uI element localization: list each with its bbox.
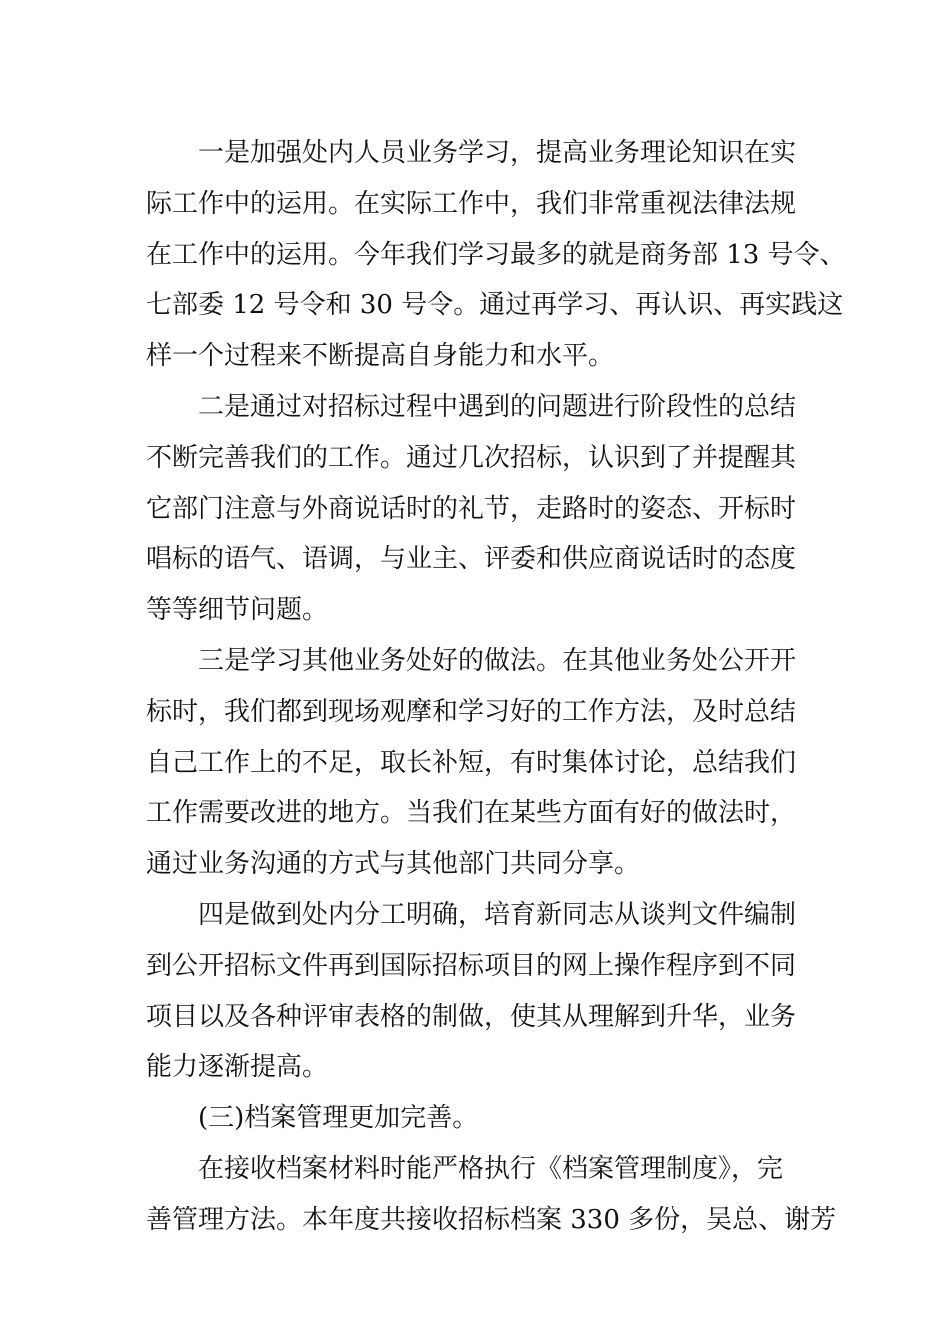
paragraph-learn-practices [146, 636, 816, 890]
paragraph-line: 工作需要改进的地方。当我们在某些方面有好的做法时， [146, 798, 797, 829]
section-heading-line: (三)档案管理更加完善。 [198, 1103, 479, 1134]
paragraph-line: 际工作中的运用。在实际工作中，我们非常重视法律法规 [146, 188, 797, 219]
paragraph-line: 在工作中的运用。今年我们学习最多的就是商务部 13 号令、 [146, 239, 846, 270]
section-heading-archives [146, 1093, 816, 1144]
paragraph-line: 通过业务沟通的方式与其他部门共同分享。 [146, 849, 641, 880]
paragraph-division-of-work [146, 890, 816, 1093]
paragraph-line: 七部委 12 号令和 30 号令。通过再学习、再认识、再实践这 [146, 290, 844, 321]
paragraph-line: 样一个过程来不断提高自身能力和水平。 [146, 341, 615, 372]
paragraph-line: 善管理方法。本年度共接收招标档案 330 多份，吴总、谢芳 [146, 1204, 837, 1235]
paragraph-line: 能力逐渐提高。 [146, 1052, 329, 1083]
paragraph-line: 项目以及各种评审表格的制做，使其从理解到升华，业务 [146, 1001, 797, 1032]
paragraph-line: 等等细节问题。 [146, 595, 329, 626]
paragraph-line: 二是通过对招标过程中遇到的问题进行阶段性的总结 [198, 391, 797, 422]
paragraph-line: 它部门注意与外商说话时的礼节，走路时的姿态、开标时 [146, 493, 797, 524]
paragraph-line: 一是加强处内人员业务学习，提高业务理论知识在实 [198, 138, 797, 168]
paragraph-line: 到公开招标文件再到国际招标项目的网上操作程序到不同 [146, 950, 797, 981]
paragraph-line: 唱标的语气、语调，与业主、评委和供应商说话时的态度 [146, 544, 797, 575]
paragraph-study-business [146, 128, 846, 382]
paragraph-line: 三是学习其他业务处好的做法。在其他业务处公开开 [198, 645, 797, 676]
paragraph-archive-management [146, 1144, 837, 1246]
paragraph-line: 四是做到处内分工明确，培育新同志从谈判文件编制 [198, 899, 797, 930]
document-body [146, 128, 846, 1246]
paragraph-summarize-problems [146, 382, 816, 636]
paragraph-line: 在接收档案材料时能严格执行《档案管理制度》，完 [198, 1153, 784, 1184]
paragraph-line: 自己工作上的不足，取长补短，有时集体讨论，总结我们 [146, 747, 797, 778]
paragraph-line: 不断完善我们的工作。通过几次招标，认识到了并提醒其 [146, 442, 797, 473]
paragraph-line: 标时，我们都到现场观摩和学习好的工作方法，及时总结 [146, 696, 797, 727]
